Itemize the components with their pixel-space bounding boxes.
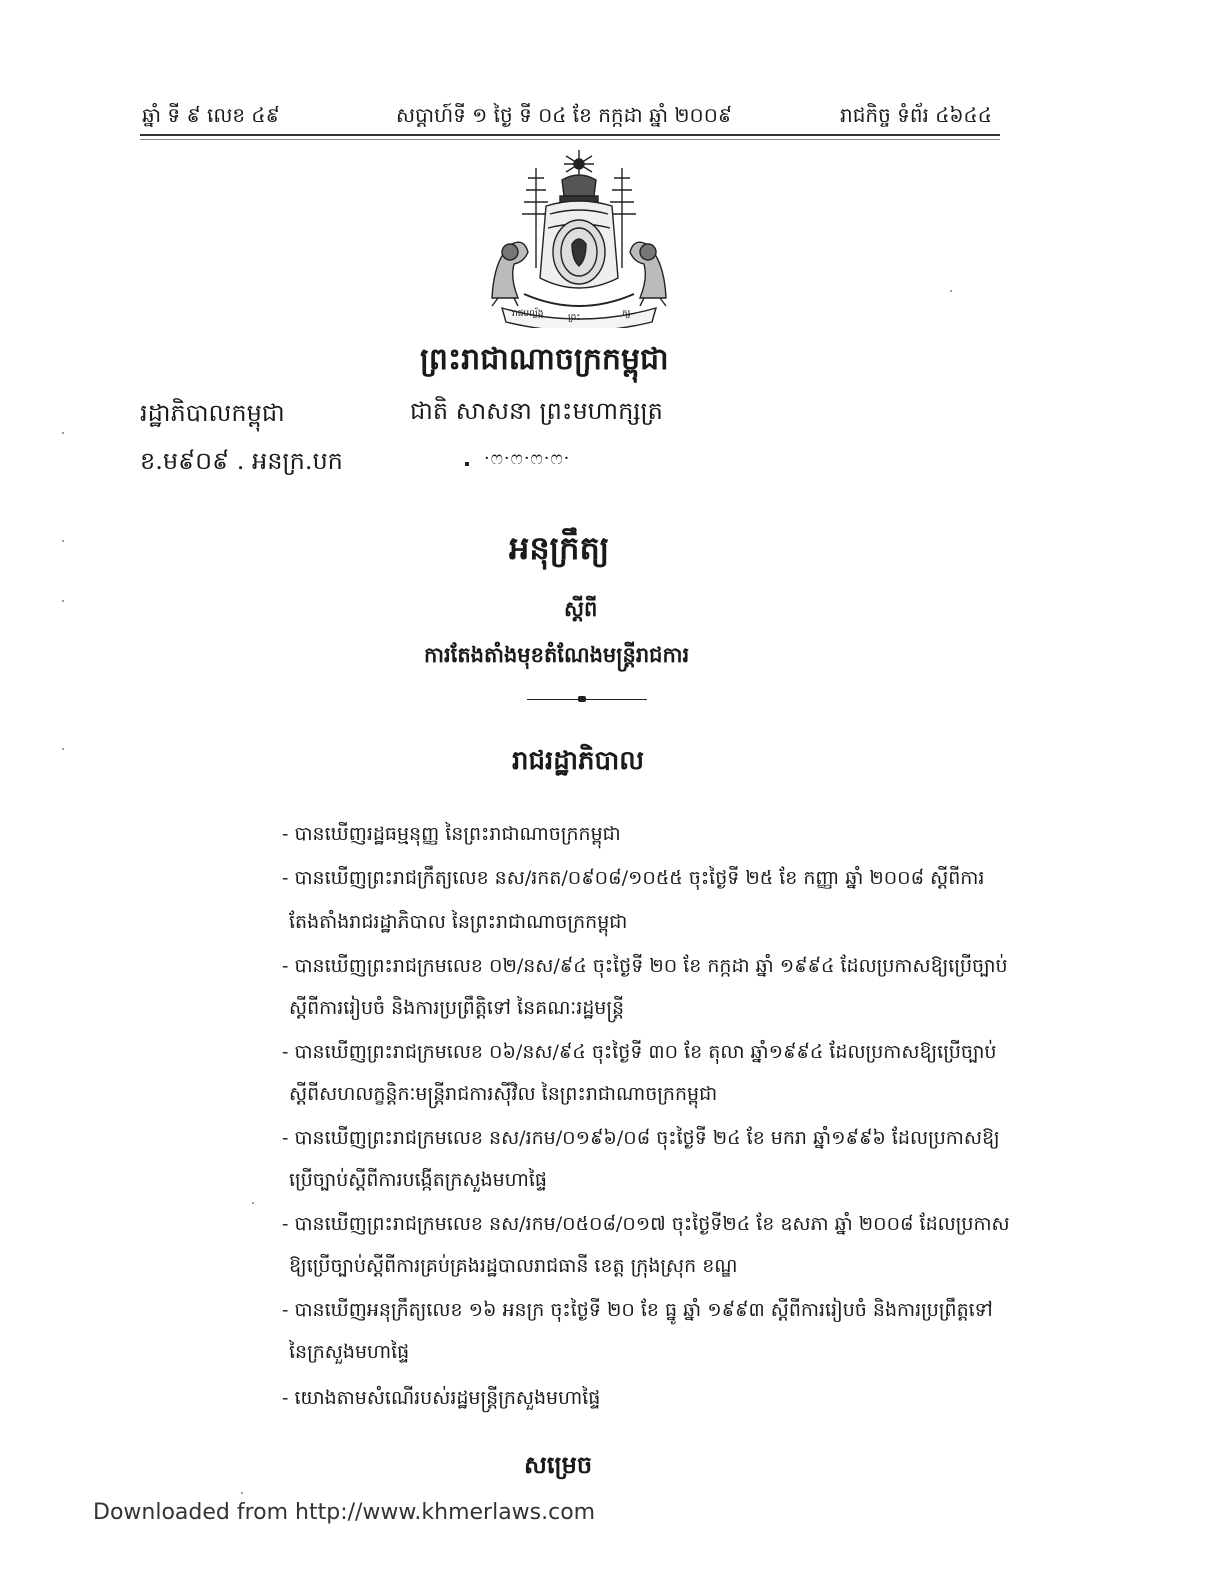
scan-speck <box>252 1202 254 1204</box>
preamble-item-continuation: ប្រើច្បាប់ស្តីពីការបង្កើតក្រសួងមហាផ្ទៃ <box>289 1169 547 1191</box>
preamble-item-continuation: ស្តីពីការរៀបចំ និងការប្រព្រឹត្តិទៅ នៃគណៈរដ្ឋមន្ត្រី <box>289 997 625 1019</box>
authority-heading: រាជរដ្ឋាភិបាល <box>512 746 645 776</box>
document-type: អនុក្រឹត្យ <box>509 529 610 567</box>
issuer-name: រដ្ឋាភិបាលកម្ពុជា <box>140 399 285 427</box>
header-rule <box>140 134 1000 136</box>
preamble-item-continuation: នៃក្រសួងមហាផ្ទៃ <box>289 1341 410 1363</box>
scan-speck <box>62 432 64 434</box>
ornament-dot <box>465 462 469 466</box>
preamble-item: - បានឃើញព្រះរាជក្រមលេខ ០២/នស/៩៤ ចុះថ្ងៃទី ២០ ខែ កក្កដា ឆ្នាំ ១៩៩៤ ដែលប្រកាសឱ្យប្រើច្បាប់ <box>282 955 1008 977</box>
preamble-item: - បានឃើញព្រះរាជក្រមលេខ ០៦/នស/៩៤ ចុះថ្ងៃទី ៣០ ខែ តុលា ឆ្នាំ១៩៩៤ ដែលប្រកាសឱ្យប្រើច្បាប់ <box>282 1041 997 1063</box>
ornament-divider: ·ෆ·ෆ·ෆ·ෆ· <box>484 448 571 469</box>
emblem-ribbon-left: រាជបល្ល័ង្ក <box>512 309 544 319</box>
title-separator-dot <box>578 696 586 702</box>
document-subject: ការតែងតាំងមុខតំណែងមន្ត្រីរាជការ <box>424 642 690 667</box>
kingdom-name: ព្រះរាជាណាចក្រកម្ពុជា <box>420 342 669 377</box>
reference-number: ខ.ម៩០៩ . អនក្រ.បក <box>140 447 343 475</box>
scan-speck <box>62 748 64 750</box>
preamble-item-continuation: ឱ្យប្រើច្បាប់ស្តីពីការគ្រប់គ្រងរដ្ឋបាលរាជធានី ខេត្ត ក្រុងស្រុក ខណ្ឌ <box>289 1255 738 1277</box>
scan-speck <box>62 540 64 542</box>
preamble-item-continuation: តែងតាំងរាជរដ្ឋាភិបាល នៃព្រះរាជាណាចក្រកម្ពុជា <box>289 911 628 933</box>
gazette-date: សប្តាហ៍ទី ១ ថ្ងៃ ទី ០៤ ខែ កក្កដា ឆ្នាំ ២០០៩ <box>396 103 733 127</box>
preamble-item: - បានឃើញព្រះរាជក្រមលេខ នស/រកម/០១៩៦/០៨ ចុះថ្ងៃទី ២៤ ខែ មករា ឆ្នាំ១៩៩៦ ដែលប្រកាសឱ្យ <box>282 1127 1000 1149</box>
scan-speck <box>950 290 952 292</box>
header-rule-thin <box>140 139 1000 140</box>
national-motto: ជាតិ សាសនា ព្រះមហាក្សត្រ <box>410 397 663 425</box>
gazette-issue: ឆ្នាំ ទី ៩ លេខ ៤៩ <box>142 103 280 127</box>
preamble-item: - បានឃើញរដ្ឋធម្មនុញ្ញ នៃព្រះរាជាណាចក្រកម្ពុជា <box>282 823 621 845</box>
scan-speck <box>62 600 64 602</box>
scan-speck <box>241 1492 243 1494</box>
title-separator <box>527 699 647 700</box>
preamble-item-continuation: ស្តីពីសហលក្ខន្តិកៈមន្ត្រីរាជការស៊ីវិល នៃព្រះរាជាណាចក្រកម្ពុជា <box>289 1083 718 1105</box>
gazette-page: រាជកិច្ច ទំព័រ ៤៦៤៤ <box>840 103 992 127</box>
preamble-item: - បានឃើញអនុក្រឹត្យលេខ ១៦ អនក្រ ចុះថ្ងៃទី ២០ ខែ ធ្នូ ឆ្នាំ ១៩៩៣ ស្តីពីការរៀបចំ និងការប្រព្រឹត្តទៅ <box>282 1299 993 1321</box>
download-source-footer: Downloaded from http://www.khmerlaws.com <box>93 1500 596 1525</box>
subject-prefix: ស្តីពី <box>564 596 598 621</box>
preamble-item: - បានឃើញព្រះរាជក្រមលេខ នស/រកម/០៥០៨/០១៧ ចុះថ្ងៃទី២៤ ខែ ឧសភា ឆ្នាំ ២០០៨ ដែលប្រកាស <box>282 1213 1010 1235</box>
decision-heading: សម្រេច <box>524 1450 593 1479</box>
emblem-ribbon-center: ព្រះ <box>568 313 581 323</box>
royal-coat-of-arms-emblem <box>484 148 674 328</box>
preamble-item: - បានឃើញព្រះរាជក្រឹត្យលេខ នស/រកត/០៩០៨/១០៥៥ ចុះថ្ងៃទី ២៥ ខែ កញ្ញា ឆ្នាំ ២០០៨ ស្តីពីការ <box>282 867 985 889</box>
preamble-item: - យោងតាមសំណើរបស់រដ្ឋមន្ត្រីក្រសួងមហាផ្ទៃ <box>282 1387 601 1409</box>
emblem-ribbon-right: ក្ស <box>622 309 631 319</box>
